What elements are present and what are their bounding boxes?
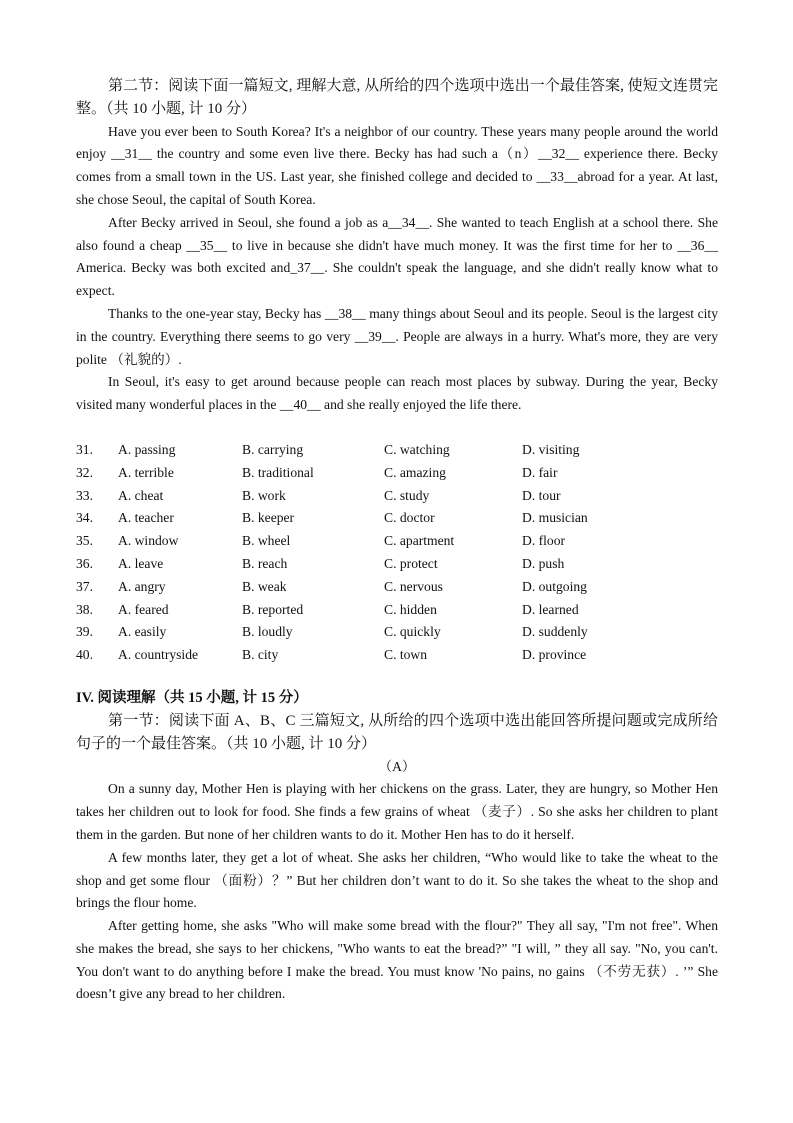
option-c: C. doctor	[384, 510, 435, 526]
option-b: B. carrying	[242, 441, 304, 457]
question-number: 34.	[76, 510, 93, 526]
option-a: A. feared	[118, 601, 169, 617]
options-table	[76, 439, 642, 667]
option-b: B. work	[242, 487, 286, 503]
option-d: D. suddenly	[522, 624, 588, 640]
question-number: 37.	[76, 578, 93, 594]
section4-part1-instruction: 第一节：阅读下面 A、B、C 三篇短文, 从所给的四个选项中选出能回答所提问题或完成所给句子的一个最佳答案。（共 10 小题, 计 10 分）	[76, 712, 718, 752]
cloze-paragraph-1: Have you ever been to South Korea? It's a neighbor of our country. These years many people around the world enjoy __31__ the country and some even live there. Becky has had such a（n）__32__ experience there. Becky comes from a small town in the US. Last year, she finished college and decided to __33__abroad for a year. At last, she chose Seoul, the capital of South Korea.	[76, 123, 718, 207]
option-row	[76, 462, 642, 485]
option-d: D. musician	[522, 510, 588, 526]
cloze-paragraph-2: After Becky arrived in Seoul, she found a job as a__34__. She wanted to teach English at a school there. She also found a cheap __35__ to live in because she didn't have much money. It was the first time for her to __36__ America. Becky was both excited and_37__. She couldn't speak the language, and she didn't really know what to expect.	[76, 214, 718, 299]
option-row	[76, 507, 642, 530]
option-d: D. tour	[522, 487, 561, 503]
question-number: 40.	[76, 647, 93, 663]
option-a: A. cheat	[118, 487, 164, 503]
question-number: 35.	[76, 533, 93, 549]
section4-title: IV. 阅读理解（共 15 小题, 计 15 分）	[76, 689, 308, 706]
option-d: D. learned	[522, 601, 579, 617]
option-a: A. easily	[118, 624, 167, 640]
option-b: B. wheel	[242, 533, 291, 549]
option-row	[76, 553, 642, 576]
option-c: C. study	[384, 487, 430, 503]
passage-label: （A）	[378, 758, 416, 774]
option-b: B. city	[242, 647, 279, 663]
spacer	[76, 417, 718, 439]
option-d: D. floor	[522, 533, 566, 549]
option-row	[76, 530, 642, 553]
option-c: C. protect	[384, 555, 438, 571]
question-number: 31.	[76, 441, 93, 457]
question-number: 39.	[76, 624, 93, 640]
option-a: A. passing	[118, 441, 176, 457]
exam-page	[76, 75, 718, 1006]
option-a: A. teacher	[118, 510, 174, 526]
option-row	[76, 439, 642, 462]
option-c: C. quickly	[384, 624, 441, 640]
option-row	[76, 485, 642, 508]
option-d: D. outgoing	[522, 578, 587, 594]
option-a: A. countryside	[118, 647, 199, 663]
option-c: C. apartment	[384, 533, 455, 549]
option-a: A. leave	[118, 555, 164, 571]
option-c: C. amazing	[384, 464, 446, 480]
option-b: B. reach	[242, 555, 288, 571]
cloze-paragraph-3: Thanks to the one-year stay, Becky has __38__ many things about Seoul and its people. Seoul is the largest city in the country. Everything there seems to go very __39__. People are always in a hurry. What's more, they are very polite （礼貌的）.	[76, 305, 718, 367]
option-b: B. weak	[242, 578, 287, 594]
option-b: B. loudly	[242, 624, 293, 640]
option-a: A. angry	[118, 578, 166, 594]
question-number: 38.	[76, 601, 93, 617]
option-b: B. keeper	[242, 510, 295, 526]
cloze-paragraph-4: In Seoul, it's easy to get around because people can reach most places by subway. During the year, Becky visited many wonderful places in the __40__ and she really enjoyed the life there.	[76, 374, 718, 413]
option-b: B. reported	[242, 601, 304, 617]
question-number: 33.	[76, 487, 93, 503]
option-row	[76, 621, 642, 644]
option-row	[76, 599, 642, 622]
reading-paragraph-1: On a sunny day, Mother Hen is playing with her chickens on the grass. Later, they are hungry, so Mother Hen takes her children out to look for food. She finds a few grains of wheat （麦子）. So she asks her children to plant them in the garden. But none of her children wants to do it. Mother Hen has to do it herself.	[76, 781, 718, 842]
option-row	[76, 576, 642, 599]
option-d: D. province	[522, 647, 587, 663]
option-c: C. nervous	[384, 578, 443, 594]
option-c: C. watching	[384, 441, 450, 457]
option-d: D. visiting	[522, 441, 580, 457]
reading-paragraph-3: After getting home, she asks "Who will make some bread with the flour?" They all say, "I'm not free". When she makes the bread, she says to her chickens, "Who wants to eat the bread?” "I will, ” they all say. "No, you can't. You don't want to do anything before I make the bread. You must know 'No pains, no gains （不劳无获）. ’” She doesn’t give any bread to her children.	[76, 918, 718, 1002]
reading-paragraph-2: A few months later, they get a lot of wheat. She asks her children, “Who would like to take the wheat to the shop and get some flour （面粉）？” But her children don’t want to do it. So she takes the wheat to the shop and brings the flour home.	[76, 849, 718, 911]
option-d: D. fair	[522, 464, 558, 480]
option-d: D. push	[522, 555, 565, 571]
section2-instruction: 第二节：阅读下面一篇短文, 理解大意, 从所给的四个选项中选出一个最佳答案, 使短文连贯完整。（共 10 小题, 计 10 分）	[76, 78, 718, 117]
option-row	[76, 644, 642, 667]
option-a: A. window	[118, 533, 179, 549]
options-table-body	[76, 439, 642, 667]
option-b: B. traditional	[242, 464, 314, 480]
option-c: C. town	[384, 647, 428, 663]
option-a: A. terrible	[118, 464, 174, 480]
question-number: 36.	[76, 555, 93, 571]
question-number: 32.	[76, 464, 93, 480]
option-c: C. hidden	[384, 601, 437, 617]
